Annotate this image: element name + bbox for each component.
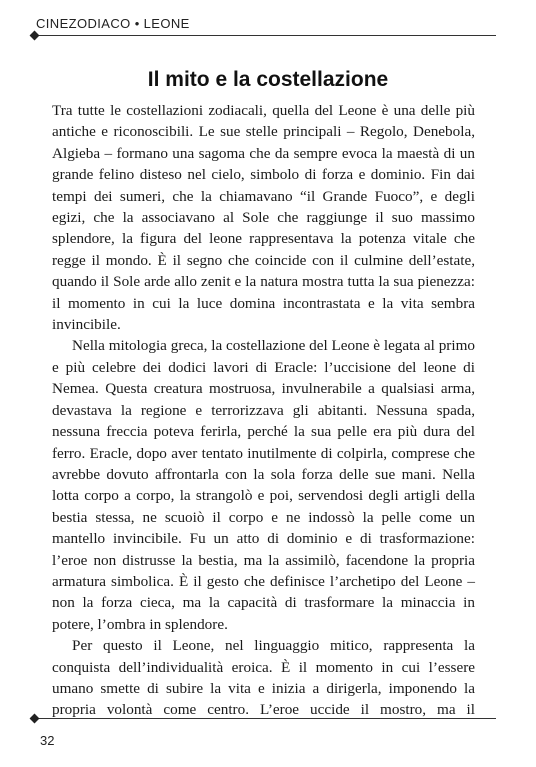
chapter-title: Il mito e la costellazione <box>147 68 389 91</box>
body-text <box>52 100 475 721</box>
diamond-ornament-icon <box>30 31 40 41</box>
running-head: CINEZODIACO • LEONE <box>36 16 190 31</box>
footer-rule <box>34 718 496 719</box>
paragraph: Per questo il Leone, nel linguaggio mitico, rappresenta la conquista dell’individualità eroica. È il momento in cui l’essere umano smette di subire la vita e inizia a dirigerla, imponendo la propria volontà come centro. L’eroe uccide il mostro, ma il <box>52 637 475 719</box>
page-number: 32 <box>40 733 55 748</box>
header-rule <box>34 35 496 36</box>
diamond-ornament-icon <box>30 714 40 724</box>
paragraph: Tra tutte le costellazioni zodiacali, quella del Leone è una delle più antiche e riconoscibili. Le sue stelle principali – Regolo, Denebola, Algieba – formano una sagoma che da sempre evoca la maestà di un grande felino disteso nel cielo, simbolo di forza e dominio. Fin dai tempi dei sumeri, che la chiamavano “il Grande Fuoco”, e degli egizi, che la associavano al Sole che raggiunge il suo massimo splendore, la figura del leone rappresentava la potenza vitale che regge il mondo. È il segno che coincide con il culmine dell’estate, quando il Sole arde allo zenit e la natura mostra tutta la sua pienezza: il momento in cui la luce domina incontrastata e la vita sembra invincibile. <box>52 102 475 334</box>
paragraph: Nella mitologia greca, la costellazione del Leone è legata al primo e più celebre dei dodici lavori di Eracle: l’uccisione del leone di Nemea. Questa creatura mostruosa, invulnerabile a qualsiasi arma, devastava la regione e terrorizzava gli abitanti. Nessuna spada, nessuna freccia poteva ferirla, perché la sua pelle era più dura del ferro. Eracle, dopo aver tentato inutilmente di colpirla, comprese che avrebbe dovuto affrontarla con la sola forza delle sue mani. Nella lotta corpo a corpo, la strangolò e poi, servendosi degli artigli della bestia stessa, ne scuoiò il corpo e ne indossò la pelle come un mantello invincibile. Fu un atto di dominio e di trasformazione: l’eroe non distrusse la bestia, ma la assimilò, facendone la propria armatura simbolica. È il gesto che definisce l’archetipo del Leone – non la forza cieca, ma la capacità di trasformare la minaccia in potere, l’ombra in splendore. <box>52 337 475 633</box>
